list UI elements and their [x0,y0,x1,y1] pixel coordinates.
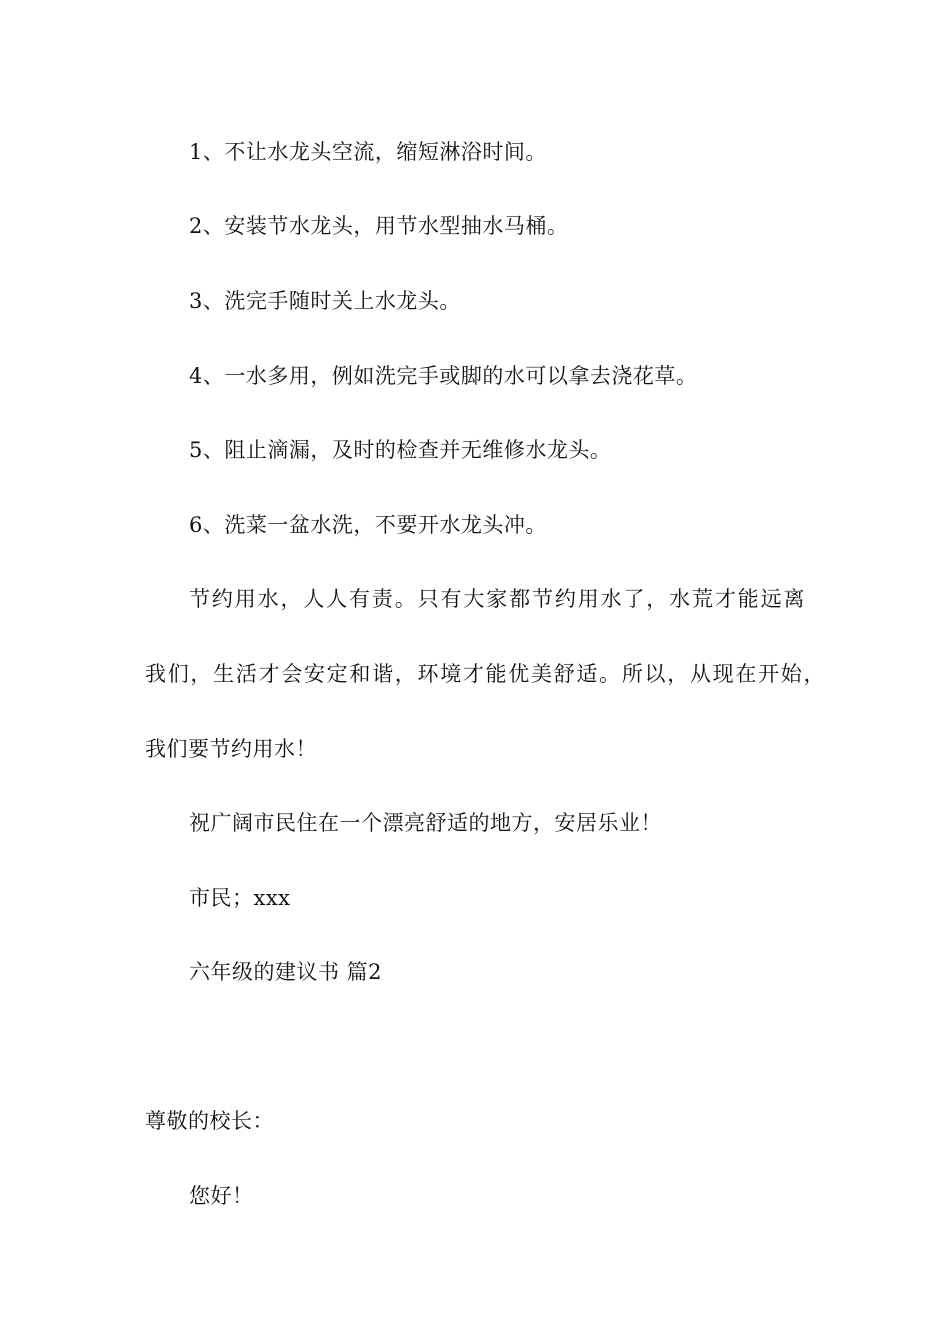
wish-line: 祝广阔市民住在一个漂亮舒适的地方，安居乐业！ [189,811,662,835]
greeting: 您好！ [189,1184,254,1208]
section-title: 六年级的建议书 篇2 [189,960,383,984]
list-item-2: 2、安装节水龙头，用节水型抽水马桶。 [189,214,569,238]
list-item-6: 6、洗菜一盆水洗，不要开水龙头冲。 [189,513,547,537]
closing-paragraph-line-2: 我们，生活才会安定和谐，环境才能优美舒适。所以，从现在开始， [145,662,825,686]
list-item-5: 5、阻止滴漏，及时的检查并无维修水龙头。 [189,438,612,462]
salutation: 尊敬的校长： [145,1109,274,1133]
list-item-4: 4、一水多用，例如洗完手或脚的水可以拿去浇花草。 [189,364,698,388]
closing-paragraph-line-1: 节约用水，人人有责。只有大家都节约用水了，水荒才能远离 [189,587,805,611]
list-item-1: 1、不让水龙头空流，缩短淋浴时间。 [189,140,547,164]
signature: 市民；xxx [189,886,291,910]
closing-paragraph-line-3: 我们要节约用水！ [145,737,317,761]
list-item-3: 3、洗完手随时关上水龙头。 [189,289,461,313]
